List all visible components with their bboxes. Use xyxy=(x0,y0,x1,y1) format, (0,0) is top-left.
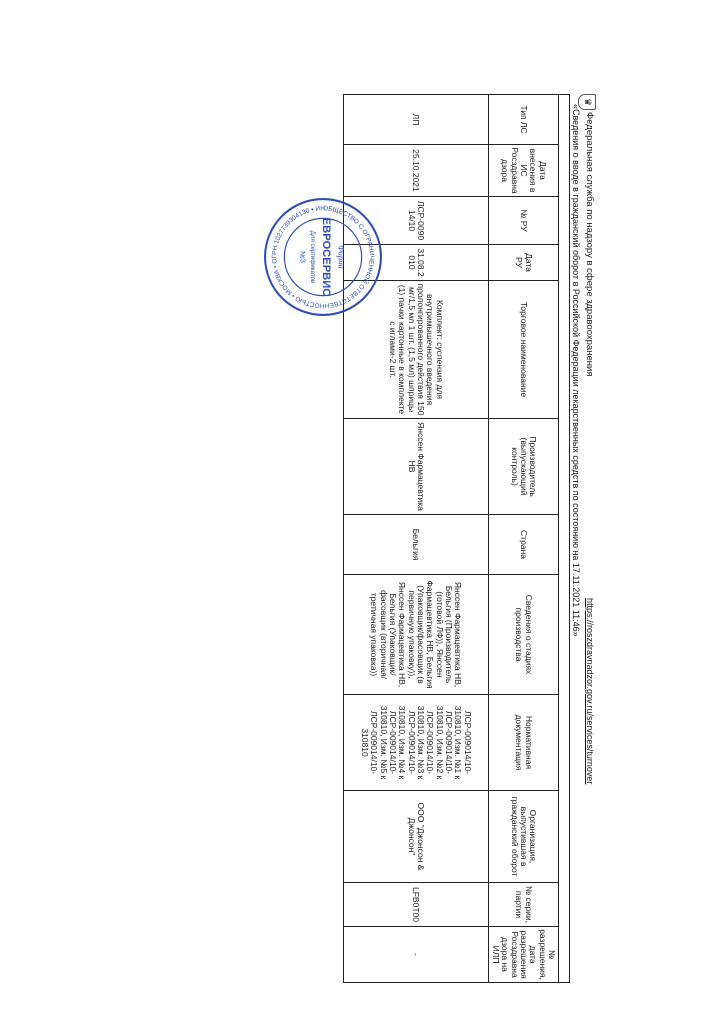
column-header: Сведения о стадиях производства xyxy=(488,575,558,695)
company-seal-stamp xyxy=(262,196,384,318)
table-header-row xyxy=(488,95,558,983)
cell-ru-date: 31.08.2010 xyxy=(343,245,488,281)
seal-center-line3: Для сертификатов xyxy=(308,230,316,284)
seal-ring-text: ОБЩЕСТВО С ОГРАНИЧЕННОЙ ОТВЕТСТВЕННОСТЬЮ • МОСКВА • ОГРН 1027739304130 • ИН xyxy=(271,205,375,309)
column-header: Организация, выпустившая в гражданский оборот xyxy=(488,791,558,883)
seal-center-line2: ЕВРОСЕРВИС xyxy=(320,217,332,297)
seal-graphic xyxy=(262,196,384,318)
cell-manufacturer: Янссен Фармацевтика НВ xyxy=(343,419,488,515)
cell-permit: - xyxy=(343,927,488,983)
seal-center-line1: Фирма xyxy=(336,245,346,269)
rotated-document-sheet xyxy=(360,88,600,988)
cell-organization: ООО "Джонсон & Джонсон" xyxy=(343,791,488,883)
cell-stages: Янссен Фармацевтика НВ, Бельгия (Производитель (готовой ЛФ)), Янссен Фармацевтика НВ, Бельгия (Упаковщик/фасовщик (в первичную упаковку)), Янссен Фармацевтика НВ, Бельгия (Упаковщик/фасовщик (вторичная/третичная упаковка)) xyxy=(343,575,488,695)
agency-title: Федеральная служба по надзору в сфере здравоохранения xyxy=(584,112,595,377)
column-header: № разрешения, дата разрешения Росздравнадзора на ИЛП xyxy=(488,927,558,983)
cell-entry-date: 25.10.2021 xyxy=(343,145,488,197)
column-header: Дата РУ xyxy=(488,245,558,281)
source-link[interactable]: https://roszdravnadzor.gov.ru/services/turnover xyxy=(585,598,595,785)
cell-normative-docs: ЛСР-009014/10-310810, Изм. №1 к ЛСР-009014/10-310810, Изм. №2 к ЛСР-009014/10-310810, Изм. №3 к ЛСР-009014/10-310810, Изм. №4 к ЛСР-009014/10-310810, Изм. №5 к ЛСР-009014/10-310810 xyxy=(343,695,488,791)
column-header: Производитель (выпускающий контроль) xyxy=(488,419,558,515)
column-header: Тип ЛС xyxy=(488,95,558,145)
cell-batch: LFB0T00 xyxy=(343,883,488,927)
emblem-icon: ♛ xyxy=(578,94,596,110)
column-header: № серии, партии xyxy=(488,883,558,927)
cell-trade-name: Комплект: суспензия для внутримышечного введения пролонгированного действия 150 мг/1,5 мл 1 шт. (1,5 мл) шприцы (1) пачки картонные в комплекте с иглами-2 шт. xyxy=(343,281,488,419)
cell-country: Бельгия xyxy=(343,515,488,575)
cell-type: ЛП xyxy=(343,95,488,145)
header-band-cell xyxy=(559,95,570,983)
column-header: № РУ xyxy=(488,197,558,245)
column-header: Нормативная документация xyxy=(488,695,558,791)
column-header: Страна xyxy=(488,515,558,575)
cell-ru-number: ЛСР-009014/10 xyxy=(343,197,488,245)
seal-center-line4: №3 xyxy=(298,251,307,263)
header-band-row xyxy=(559,95,570,983)
column-header: Торговое наименование xyxy=(488,281,558,419)
report-caption: «Сведения о вводе в гражданский оборот в Российской Федерации лекарственных средств по состоянию на 17.11.2021 11:46» xyxy=(571,104,581,637)
column-header: Дата внесения в ИС Росздравнадзора xyxy=(488,145,558,197)
